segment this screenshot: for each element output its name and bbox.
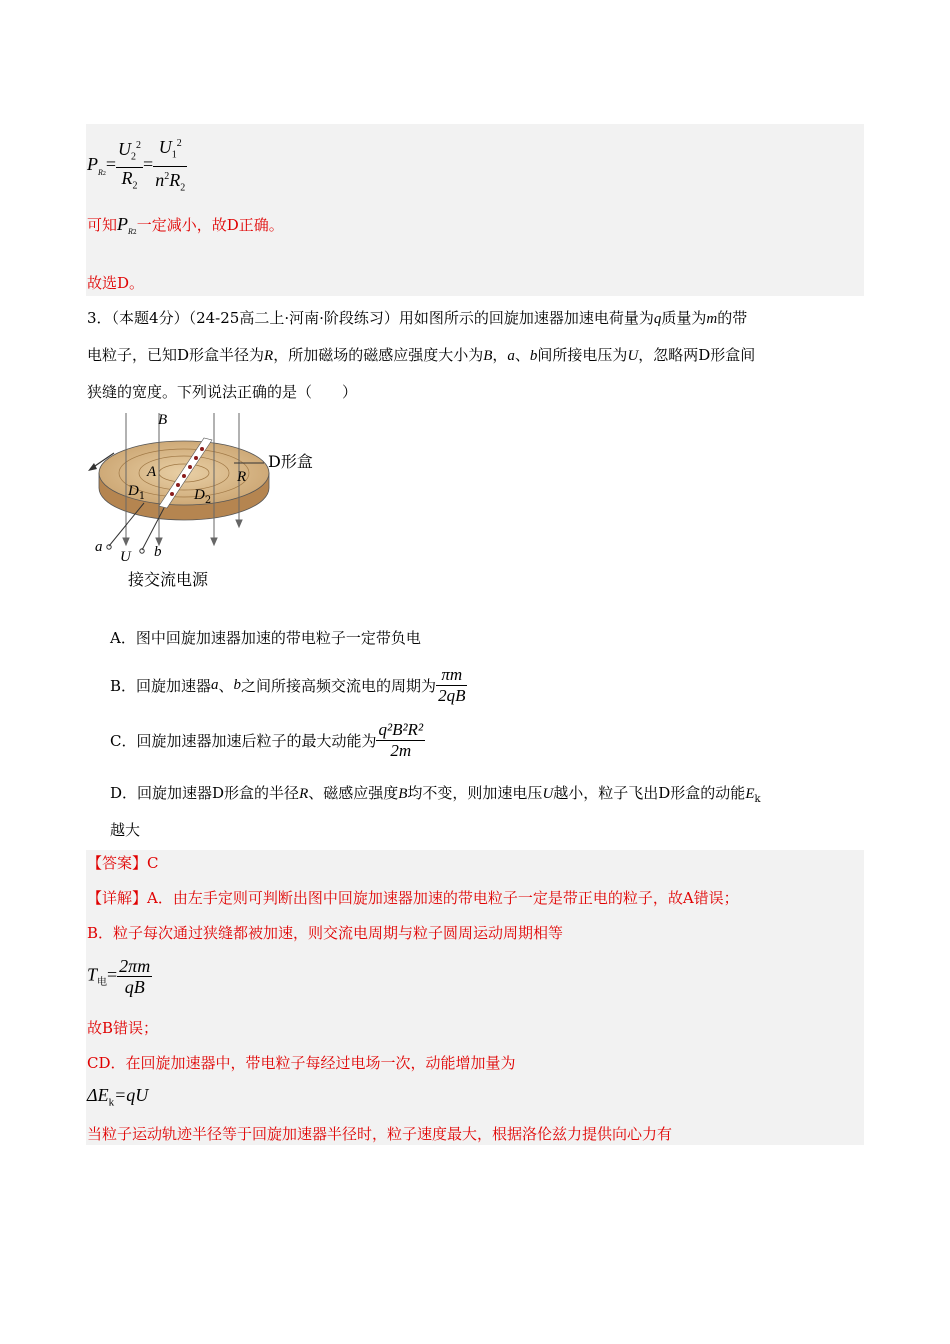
q-symbol: q [653, 311, 662, 327]
formula-dek: ΔE [87, 1085, 109, 1105]
option-c [110, 720, 425, 761]
option-d-u: U [542, 786, 554, 802]
q-sep: 、 [514, 346, 530, 364]
fig-label-a: A [147, 464, 157, 480]
power-formula: $P_{R2}=$ $\frac{U_2^2}{R_2}$ = $\frac{U_1^2}{n^2R_2}$ [87, 134, 187, 198]
conclusion-line [87, 214, 284, 243]
q-line2-d: 间所接电压为 [537, 346, 628, 364]
formula-dek-sub: k [108, 1096, 115, 1109]
q-line2-b: ，所加磁场的磁感应强度大小为 [273, 346, 484, 364]
frac-r2: R [121, 168, 133, 189]
frac-n: n [155, 169, 165, 190]
option-d-line-1 [110, 782, 761, 805]
fig-d2-sub: 2 [204, 495, 212, 506]
b-field-symbol: B [483, 348, 493, 364]
fraction-u1-n2r2 [153, 134, 187, 198]
frac-u2-sub: 2 [131, 151, 137, 163]
a-symbol: a [507, 348, 515, 364]
option-b-num: πm [436, 665, 467, 686]
option-d-r: R [299, 786, 309, 802]
formula-t-sub: 电 [97, 977, 108, 989]
fig-label-b-field: B [158, 412, 168, 428]
fig-d1-sub: 1 [138, 491, 146, 502]
formula-p-sub: R [98, 167, 103, 177]
fig-label-terminal-b: b [154, 544, 162, 560]
option-c-pre: C．回旋加速器加速后粒子的最大动能为 [110, 732, 377, 750]
option-a: A．图中回旋加速器加速的带电粒子一定带负电 [110, 629, 421, 647]
option-d-ek-sub: k [754, 794, 761, 805]
fig-label-d1 [128, 480, 145, 507]
frac-u2-sup: 2 [136, 139, 142, 151]
fig-d1: D [128, 483, 139, 499]
option-b-a: a [211, 677, 219, 693]
fig-label-dbox: D形盒 [268, 452, 313, 471]
detail-a-line: 【详解】A．由左手定则可判断出图中回旋加速器加速的带电粒子一定是带正电的粒子，故A错误； [87, 889, 739, 907]
frac-u1-sup: 2 [176, 138, 182, 149]
b-wrong-line: 故B错误； [87, 1019, 159, 1037]
formula-p: P [87, 154, 98, 175]
option-c-num: q²B²R² [378, 720, 424, 739]
solution-box-top [86, 124, 864, 296]
option-b-sep: 、 [218, 677, 234, 695]
cd-line: CD．在回旋加速器中，带电粒子每经过电场一次，动能增加量为 [87, 1054, 516, 1072]
option-b-den: 2qB [438, 686, 466, 705]
option-c-fraction [376, 720, 425, 761]
question-line-2 [87, 345, 755, 366]
last-line: 当粒子运动轨迹半径等于回旋加速器半径时，粒子速度最大，根据洛伦兹力提供向心力有 [87, 1125, 673, 1143]
q-line2-c: ， [492, 346, 508, 364]
frac-r2b-sub: 2 [180, 182, 186, 194]
option-b-mid: 之间所接高频交流电的周期为 [241, 677, 437, 695]
fig-d2: D [194, 487, 205, 503]
option-b-pre: B．回旋加速器 [110, 677, 212, 695]
fig-label-u: U [120, 549, 131, 565]
q-line2-e: ，忽略两D形盒间 [638, 346, 756, 364]
option-d-d: 越小，粒子飞出D形盒的动能 [553, 784, 746, 802]
question-line-3: 狭缝的宽度。下列说法正确的是（ ） [87, 383, 358, 401]
choose-line: 故选D。 [87, 274, 145, 292]
q-line1-end: 的带 [717, 309, 748, 327]
option-d-ek: E [745, 786, 755, 802]
b-symbol: b [529, 348, 538, 364]
frac-n-sup: 2 [164, 170, 170, 182]
formula-t: T [87, 964, 98, 985]
energy-formula [87, 1085, 148, 1109]
answer-line: 【答案】C [87, 854, 159, 872]
option-d-line-2: 越大 [110, 821, 141, 839]
fig-label-d2 [194, 484, 211, 511]
detail-b-line: B．粒子每次通过狭缝都被加速，则交流电周期与粒子圆周运动周期相等 [87, 924, 564, 942]
frac-u1-sub: 1 [171, 149, 177, 161]
period-den: qB [124, 977, 145, 997]
m-symbol: m [706, 311, 718, 327]
fraction-u2-r2 [116, 136, 143, 197]
conclusion-post: 一定减小，故D正确。 [136, 216, 284, 234]
period-num: 2πm [119, 956, 151, 976]
period-fraction [117, 956, 152, 997]
frac-u1: U [158, 137, 172, 157]
period-formula: $T_电=$ $\frac{2\pi m}{qB}$ [87, 956, 151, 997]
fig-label-terminal-a: a [95, 539, 103, 555]
option-d-c: 均不变，则加速电压 [407, 784, 543, 802]
fig-caption: 接交流电源 [128, 570, 209, 589]
conclusion-p-sub: R [128, 227, 133, 236]
formula-dek-eq: =qU [114, 1085, 149, 1105]
conclusion-p-sub2: 2 [132, 229, 137, 236]
frac-u2: U [118, 138, 132, 159]
question-line-1 [87, 308, 747, 329]
option-d-bfield: B [398, 786, 408, 802]
q-line1: 3．（本题4分）（24-25高二上·河南·阶段练习）用如图所示的回旋加速器加速电荷量为 [87, 309, 654, 327]
option-b-fraction [436, 665, 467, 706]
option-d-a: D．回旋加速器D形盒的半径 [110, 784, 300, 802]
option-b-b: b [233, 677, 242, 693]
option-d-b: 、磁感应强度 [308, 784, 399, 802]
r-symbol: R [264, 348, 274, 364]
u-symbol: U [627, 348, 639, 364]
option-c-den: 2m [390, 741, 412, 760]
option-b [110, 665, 467, 706]
conclusion-pre: 可知 [87, 216, 118, 234]
q-line2-a: 电粒子，已知D形盒半径为 [87, 346, 265, 364]
conclusion-p: P [117, 214, 129, 234]
q-line1-mid: 质量为 [661, 309, 707, 327]
frac-r2b: R [169, 169, 181, 190]
frac-r2-sub: 2 [132, 180, 138, 192]
formula-p-sub2: 2 [102, 170, 106, 177]
fig-label-r: R [237, 469, 247, 485]
